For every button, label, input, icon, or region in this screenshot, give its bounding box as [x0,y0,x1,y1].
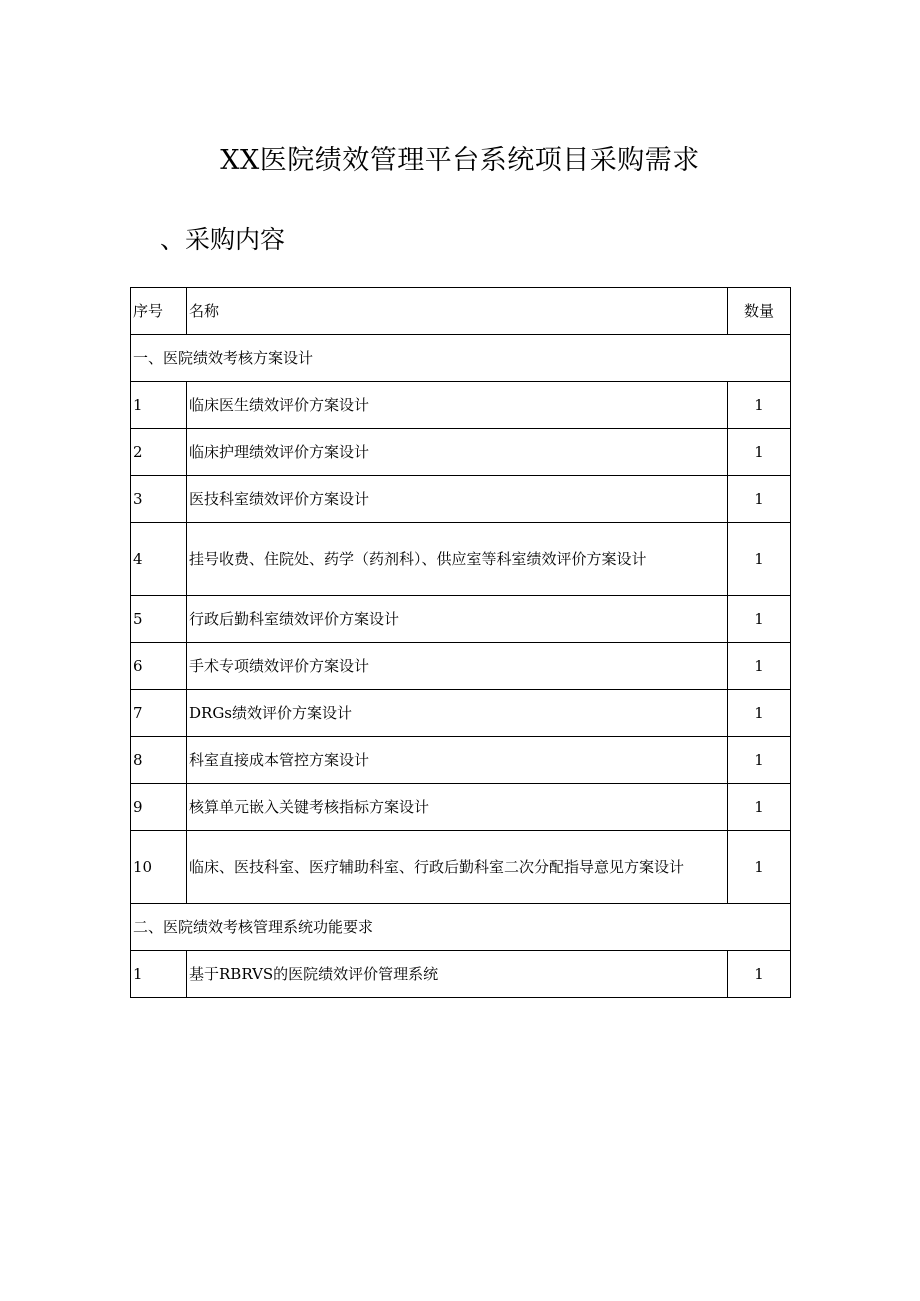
row-name: 临床医生绩效评价方案设计 [187,382,728,429]
row-no: 3 [131,476,187,523]
procurement-table [130,287,791,998]
row-no: 1 [131,951,187,998]
table-row [131,382,791,429]
row-no: 8 [131,737,187,784]
table-row [131,429,791,476]
table-row [131,523,791,596]
row-no: 1 [131,382,187,429]
table-row [131,737,791,784]
table-row [131,596,791,643]
header-name: 名称 [187,288,728,335]
table-header-row [131,288,791,335]
row-qty: 1 [728,382,791,429]
table-row [131,476,791,523]
row-name: 核算单元嵌入关键考核指标方案设计 [187,784,728,831]
section-row [131,335,791,382]
row-name: DRGs绩效评价方案设计 [187,690,728,737]
row-qty: 1 [728,429,791,476]
table-row [131,643,791,690]
row-qty: 1 [728,784,791,831]
row-no: 5 [131,596,187,643]
row-qty: 1 [728,643,791,690]
row-no: 9 [131,784,187,831]
row-name: 临床护理绩效评价方案设计 [187,429,728,476]
section-title: 一、医院绩效考核方案设计 [131,335,791,382]
row-no: 7 [131,690,187,737]
section-title: 二、医院绩效考核管理系统功能要求 [131,904,791,951]
row-no: 6 [131,643,187,690]
row-name: 手术专项绩效评价方案设计 [187,643,728,690]
row-name: 行政后勤科室绩效评价方案设计 [187,596,728,643]
row-no: 4 [131,523,187,596]
row-qty: 1 [728,476,791,523]
table-row [131,690,791,737]
header-qty: 数量 [728,288,791,335]
row-qty: 1 [728,737,791,784]
header-no: 序号 [131,288,187,335]
table-row [131,784,791,831]
row-qty: 1 [728,951,791,998]
row-name: 科室直接成本管控方案设计 [187,737,728,784]
document-title: XX医院绩效管理平台系统项目采购需求 [220,145,700,176]
row-name: 挂号收费、住院处、药学（药剂科）、供应室等科室绩效评价方案设计 [187,523,728,596]
row-no: 2 [131,429,187,476]
table-row [131,951,791,998]
table-row [131,831,791,904]
section-row [131,904,791,951]
row-name: 医技科室绩效评价方案设计 [187,476,728,523]
row-qty: 1 [728,831,791,904]
row-qty: 1 [728,690,791,737]
row-qty: 1 [728,523,791,596]
row-no: 10 [131,831,187,904]
row-name: 临床、医技科室、医疗辅助科室、行政后勤科室二次分配指导意见方案设计 [187,831,728,904]
row-name: 基于RBRVS的医院绩效评价管理系统 [187,951,728,998]
section-heading: 、采购内容 [160,225,286,254]
row-qty: 1 [728,596,791,643]
